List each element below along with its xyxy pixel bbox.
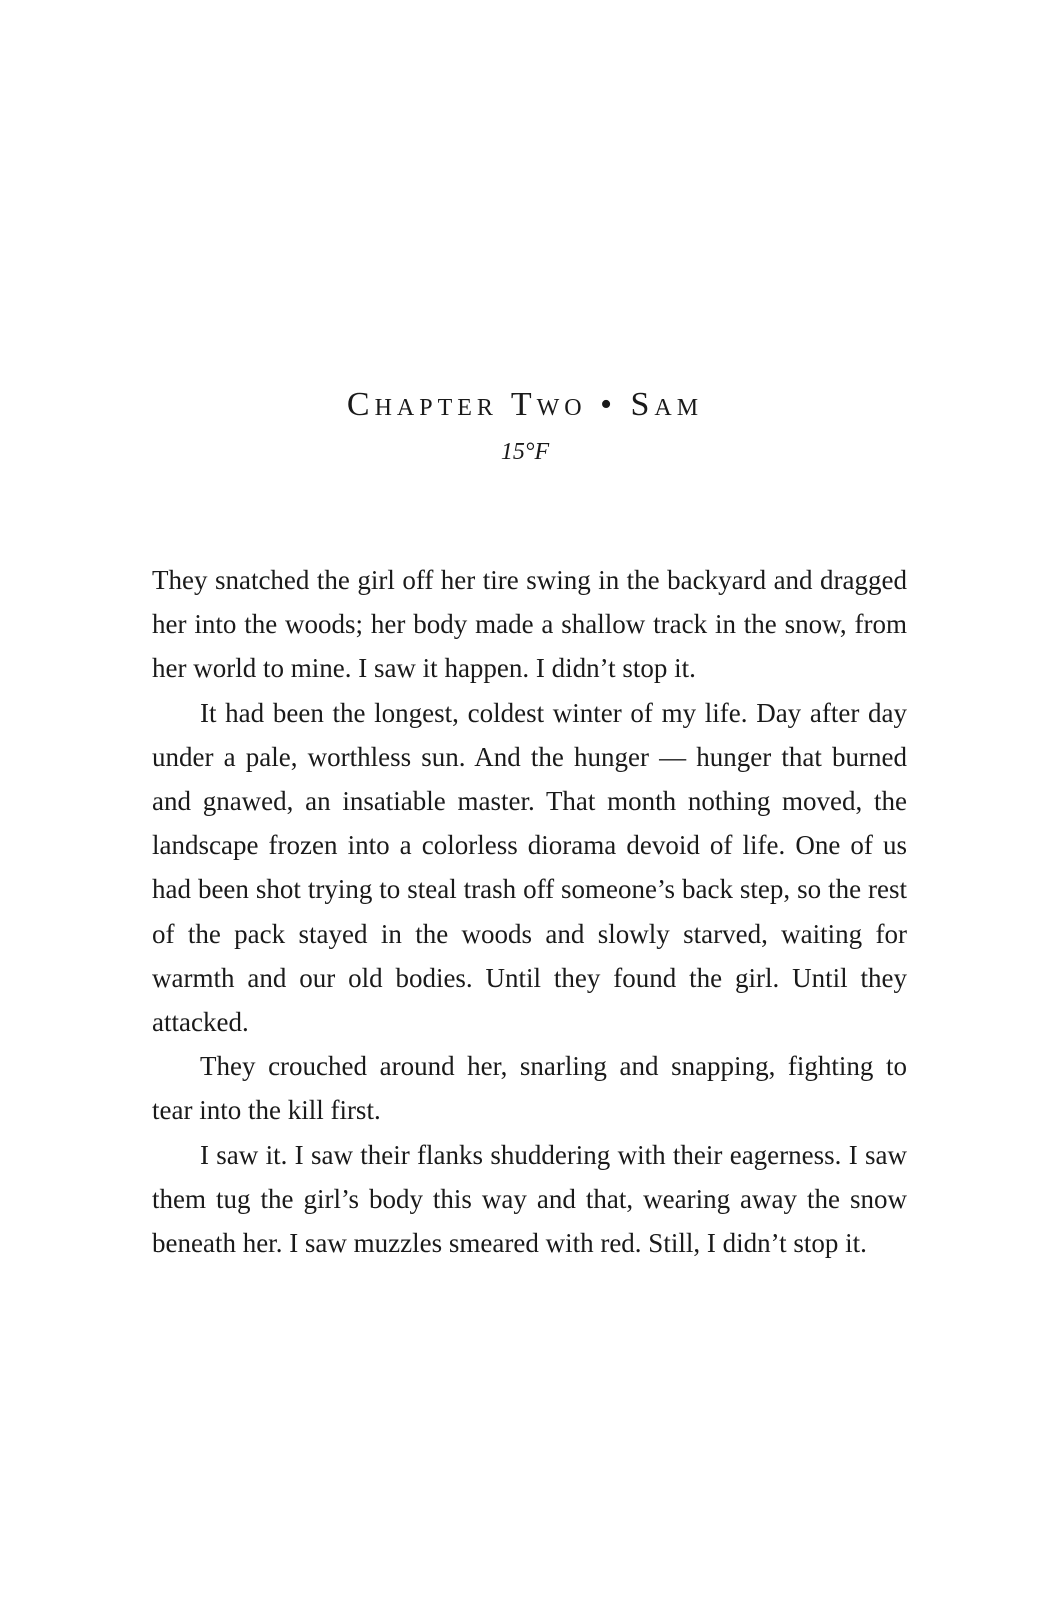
chapter-heading: Chapter Two • Sam xyxy=(346,386,704,423)
paragraph: They crouched around her, snarling and snapping, fighting to tear into the kill first. xyxy=(152,1051,907,1126)
chapter-body xyxy=(152,558,907,1265)
chapter-temperature: 15°F xyxy=(500,439,550,465)
paragraph: It had been the longest, coldest winter of my life. Day after day under a pale, worthless sun. And the hunger — hunger that burned and gnawed, an insatiable master. That month nothing moved, the landscape frozen into a colorless diorama devoid of life. One of us had been shot trying to steal trash off someone’s back step, so the rest of the pack stayed in the woods and slowly starved, waiting for warmth and our old bodies. Until they found the girl. Until they attacked. xyxy=(152,697,907,1038)
paragraph: I saw it. I saw their flanks shuddering with their eagerness. I saw them tug the girl’s body this way and that, wearing away the snow beneath her. I saw muzzles smeared with red. Still, I didn’t stop it. xyxy=(152,1139,907,1259)
paragraph: They snatched the girl off her tire swing in the backyard and dragged her into the woods; her body made a shallow track in the snow, from her world to mine. I saw it happen. I didn’t stop it. xyxy=(152,565,907,684)
